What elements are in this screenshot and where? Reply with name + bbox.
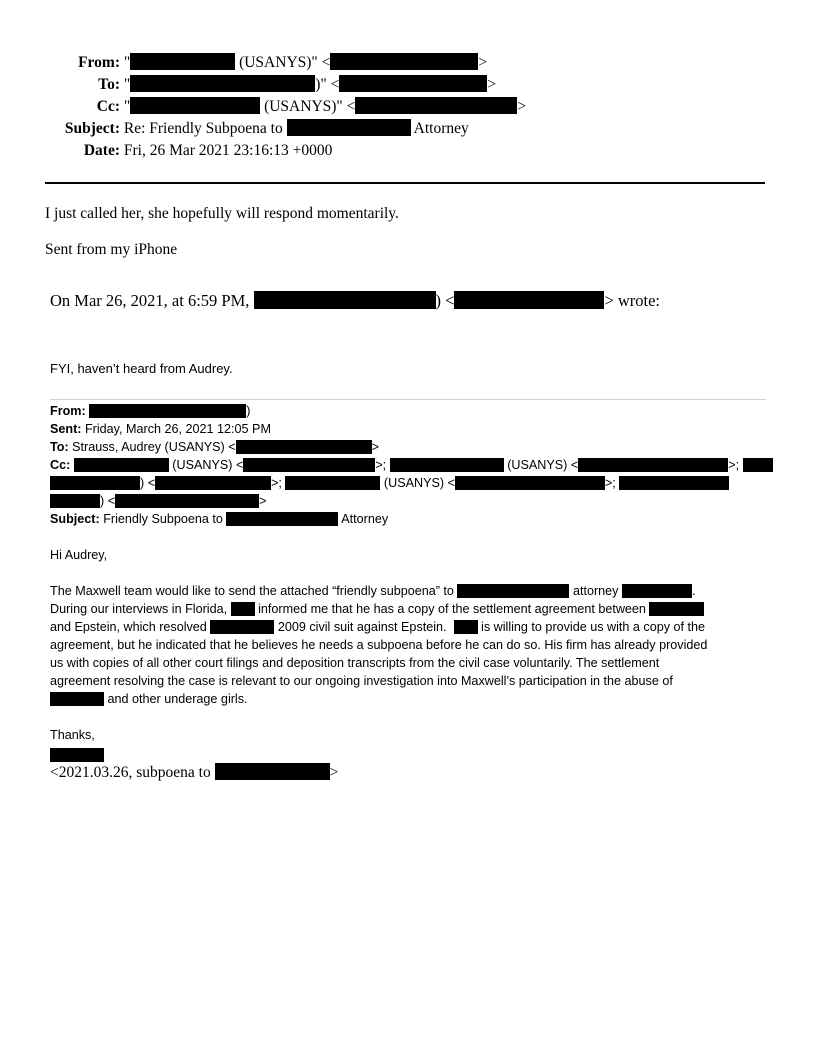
redaction-box [285,476,380,490]
orig-from-row: From: ) [50,404,251,418]
quote-fyi: FYI, haven’t heard from Audrey. [50,361,233,376]
orig-cc-label: Cc: [50,458,71,472]
orig-cc-row-2: ) < >; (USANYS) < >; [50,474,729,492]
redaction-box [390,458,504,472]
redaction-box [355,97,517,114]
header-from-label: From: [78,54,120,71]
orig-subject-prefix: Friendly Subpoena to [103,512,223,526]
header-subject-label: Subject: [64,120,120,137]
orig-cc-usanys: (USANYS) < [383,476,455,490]
orig-body-line-2 [50,600,704,618]
quote-on-mid: ) < [435,291,455,310]
redaction-box [130,97,260,114]
reply-signature: Sent from my iPhone [45,241,178,258]
redaction-box [130,53,235,70]
header-from-mid: (USANYS)" [239,54,318,71]
header-cc-label: Cc: [96,98,120,115]
orig-thanks: Thanks, [50,728,95,742]
body-text: and Epstein, which resolved [50,620,207,634]
orig-to-label: To: [50,440,69,454]
orig-body-line-6: agreement resolving the case is relevant to our ongoing investigation into Maxwell’s participation in the abuse of [50,674,673,688]
redaction-box [339,75,487,92]
orig-cc-row-3: ) < > [50,492,266,510]
orig-greeting: Hi Audrey, [50,548,108,562]
redaction-box [454,620,478,634]
redaction-box [210,620,274,634]
attachment-prefix: <2021.03.26, subpoena to [50,764,211,781]
quote-on-suffix: > wrote: [604,291,661,310]
body-text: During our interviews in Florida, [50,602,228,616]
orig-signature-redaction [50,746,104,764]
redaction-box [226,512,338,526]
redaction-box [155,476,271,490]
header-divider [45,182,765,184]
redaction-box [130,75,315,92]
quote-attribution [50,291,660,311]
redaction-box [330,53,478,70]
orig-cc-row-1: Cc: (USANYS) < >; (USANYS) < >; [50,456,773,474]
header-date-row [0,140,332,162]
redaction-box [619,476,729,490]
orig-to-value: Strauss, Audrey (USANYS) < [72,440,236,454]
orig-subject-row [50,510,388,528]
redaction-box [50,692,104,706]
redaction-box [622,584,692,598]
redaction-box [254,291,436,309]
redaction-box [74,458,169,472]
header-from-row: From: " (USANYS)" < > [0,52,487,74]
body-text: 2009 civil suit against Epstein. [277,620,447,634]
redaction-box [115,494,259,508]
quote-on-prefix: On Mar 26, 2021, at 6:59 PM, [50,291,250,310]
redaction-box [649,602,704,616]
header-subject-row [0,118,469,140]
quote-divider [50,399,766,400]
redaction-box [243,458,375,472]
header-to-row: To: " )" < > [0,74,496,96]
body-text: and other underage girls. [107,692,248,706]
orig-subject-suffix: Attorney [341,512,389,526]
orig-sent-value: Friday, March 26, 2021 12:05 PM [84,422,271,436]
body-text: attorney [572,584,619,598]
orig-sent-row [50,420,271,438]
redaction-box [287,119,411,136]
header-date-value: Fri, 26 Mar 2021 23:16:13 +0000 [123,142,333,159]
orig-body-line-3 [50,618,705,636]
header-to-mid: )" [315,76,327,93]
redaction-box [454,291,604,309]
redaction-box [50,494,100,508]
reply-line-1: I just called her, she hopefully will respond momentarily. [45,205,399,222]
body-text: is willing to provide us with a copy of the [481,620,706,634]
attachment-line: <2021.03.26, subpoena to > [50,764,339,781]
orig-cc-usanys: (USANYS) < [172,458,244,472]
redaction-box [215,763,330,780]
header-cc-mid: (USANYS)" [264,98,343,115]
redaction-box [457,584,569,598]
orig-body-line-1: The Maxwell team would like to send the attached “friendly subpoena” to attorney . [50,584,696,598]
redaction-box [231,602,255,616]
redaction-box [50,748,104,762]
redaction-box [743,458,773,472]
orig-from-label: From: [50,404,86,418]
header-subject-prefix: Re: Friendly Subpoena to [123,120,283,137]
body-text: The Maxwell team would like to send the attached “friendly subpoena” to [50,584,454,598]
redaction-box [578,458,728,472]
redaction-box [50,476,140,490]
header-cc-row: Cc: " (USANYS)" < > [0,96,526,118]
redaction-box [89,404,246,418]
orig-body-line-7 [50,690,248,708]
redaction-box [236,440,372,454]
body-text: informed me that he has a copy of the settlement agreement between [258,602,646,616]
header-date-label: Date: [83,142,120,159]
orig-body-line-4: agreement, but he indicated that he believes he needs a subpoena before he can do so. His firm has already provided [50,638,708,652]
orig-sent-label: Sent: [50,422,82,436]
quote-mark: " [123,54,131,71]
orig-to-row: To: Strauss, Audrey (USANYS) < > [50,440,379,454]
header-subject-suffix: Attorney [413,120,469,137]
orig-cc-usanys: (USANYS) < [507,458,579,472]
header-to-label: To: [98,76,120,93]
redaction-box [455,476,605,490]
orig-subject-label: Subject: [50,512,100,526]
orig-body-line-5: us with copies of all other court filings and deposition transcripts from the civil case voluntarily. The settlement [50,656,660,670]
